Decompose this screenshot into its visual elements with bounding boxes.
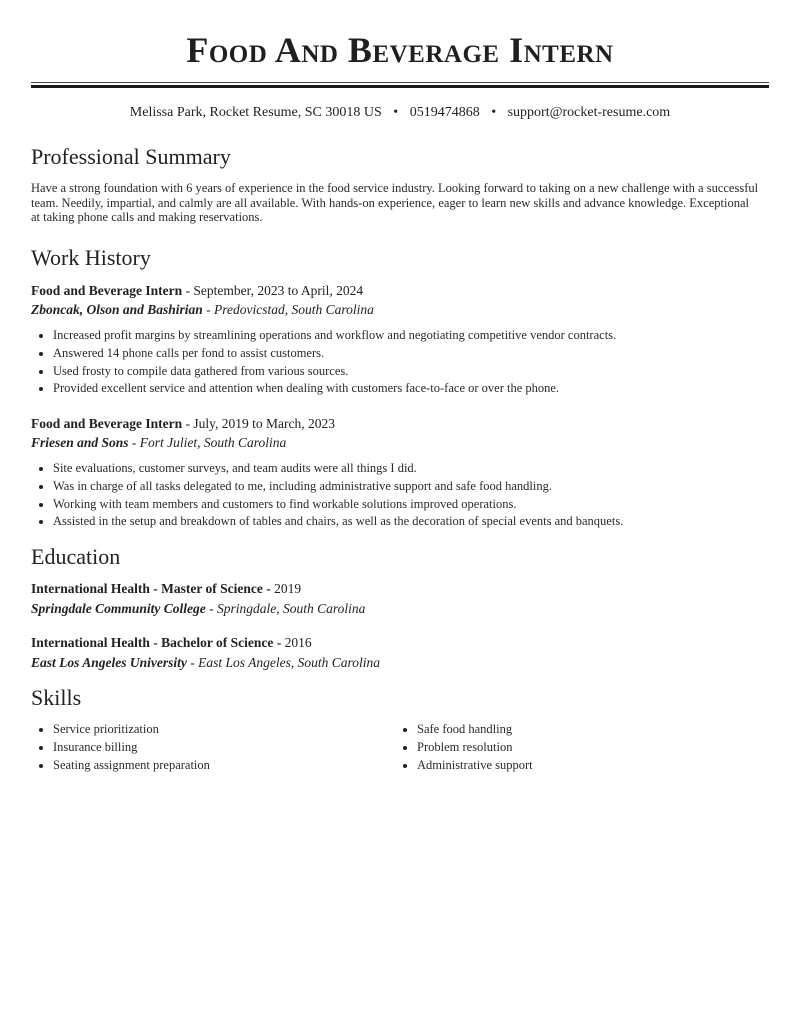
contact-line [31,104,769,122]
resume-title: Food And Beverage Intern [186,30,614,70]
job-company-line: Zboncak, Olson and Bashirian - Predovicstad, South Carolina [31,302,374,317]
skill-item: Insurance billing [53,739,210,757]
job-title: Food and Beverage Intern [31,416,183,431]
skill-item: Service prioritization [53,721,210,739]
contact-email: support@rocket-resume.com [507,105,671,120]
job-header: Food and Beverage Intern - July, 2019 to March, 2023 [31,416,335,431]
skills-heading: Skills [31,685,82,710]
education-location: East Los Angeles, South Carolina [198,655,381,670]
list-item: Assisted in the setup and breakdown of tables and chairs, as well as the decoration of special events and banquets. [53,513,623,531]
list-item: Provided excellent service and attention when dealing with customers face-to-face or over the phone. [53,380,616,398]
skill-item: Safe food handling [417,721,533,739]
education-heading: Education [31,544,121,569]
education-school-line: Springdale Community College - Springdale, South Carolina [31,601,366,616]
education-year: 2019 [274,581,302,596]
job-company: Friesen and Sons [31,435,129,450]
education-school: Springdale Community College [31,601,206,616]
job-company-line: Friesen and Sons - Fort Juliet, South Carolina [31,435,287,450]
work-history-heading: Work History [31,245,151,270]
header-divider-thick [31,85,769,88]
job-dates: July, 2019 to March, 2023 [193,416,335,431]
summary-heading: Professional Summary [31,144,231,169]
education-school: East Los Angeles University [31,655,187,670]
contact-phone: 0519474868 [409,105,480,120]
list-item: Site evaluations, customer surveys, and team audits were all things I did. [53,460,623,478]
list-item: Increased profit margins by streamlining operations and workflow and negotiating competitive vendor contracts. [53,327,616,345]
summary-text: Have a strong foundation with 6 years of experience in the food service industry. Looking forward to taking on a new challenge with a successful team. Needily, impartial, and calmly are all available. With hands-on experience, eager to learn new skills and advance knowledge. Exceptional at taking phone calls and making reservations. [31,181,759,224]
education-school-line: East Los Angeles University - East Los Angeles, South Carolina [31,655,381,670]
job-header: Food and Beverage Intern - September, 2023 to April, 2024 [31,283,364,298]
contact-address: Melissa Park, Rocket Resume, SC 30018 US [129,105,382,120]
job-title: Food and Beverage Intern [31,283,183,298]
list-item: Was in charge of all tasks delegated to me, including administrative support and safe food handling. [53,478,623,496]
skills-list-right [395,721,533,774]
education-location: Springdale, South Carolina [217,601,366,616]
contact-separator: • [393,105,399,120]
education-degree: International Health - Bachelor of Science [31,635,274,650]
job-dates: September, 2023 to April, 2024 [193,283,364,298]
skill-item: Seating assignment preparation [53,757,210,775]
job-company: Zboncak, Olson and Bashirian [31,302,203,317]
header-divider-thin [31,82,769,83]
job-location: Fort Juliet, South Carolina [139,435,287,450]
education-header: International Health - Master of Science - 2019 [31,581,302,596]
skills-list-left [31,721,210,774]
skill-item: Administrative support [417,757,533,775]
skill-item: Problem resolution [417,739,533,757]
job-location: Predovicstad, South Carolina [214,302,374,317]
list-item: Used frosty to compile data gathered from various sources. [53,363,616,381]
education-year: 2016 [284,635,312,650]
list-item: Working with team members and customers to find workable solutions improved operations. [53,496,623,514]
job-bullets [31,460,623,531]
education-header: International Health - Bachelor of Science - 2016 [31,635,312,650]
education-degree: International Health - Master of Science [31,581,263,596]
job-bullets [31,327,616,398]
list-item: Answered 14 phone calls per fond to assist customers. [53,345,616,363]
contact-separator: • [491,105,497,120]
